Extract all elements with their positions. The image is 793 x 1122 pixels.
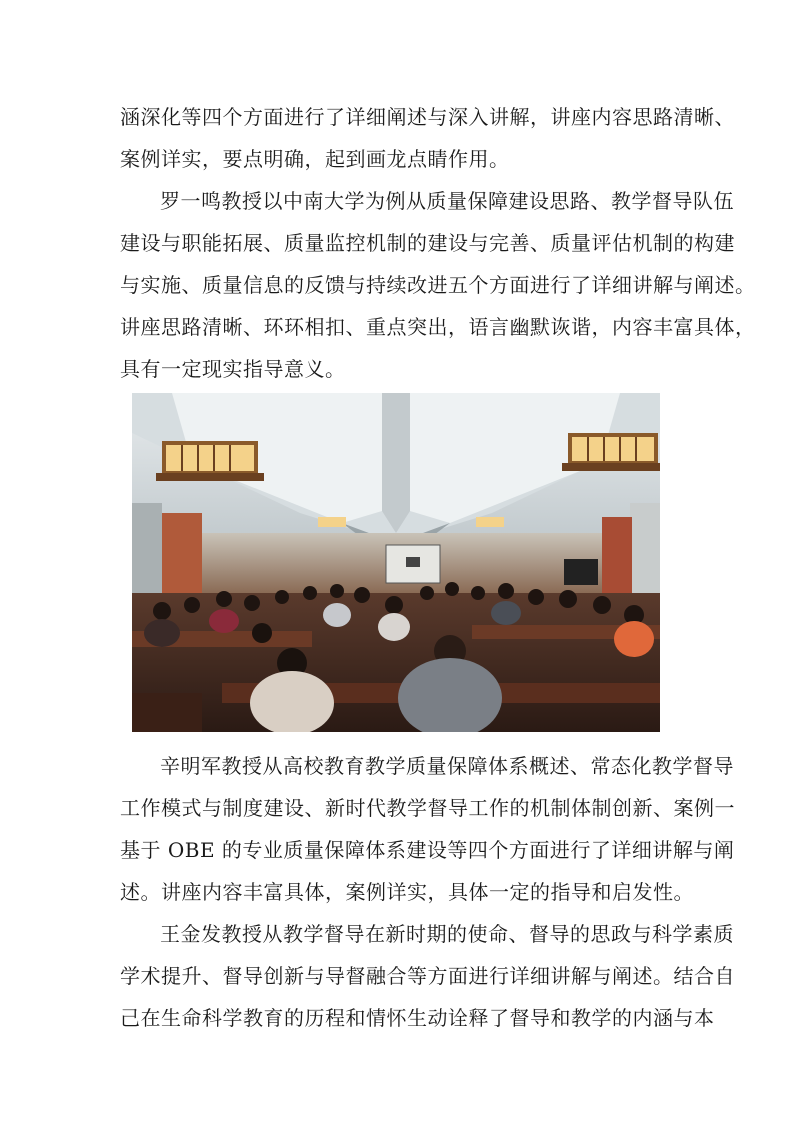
paragraph4-line-3: 己在生命科学教育的历程和情怀生动诠释了督导和教学的内涵与本 bbox=[120, 1006, 715, 1030]
paragraph4-line-1: 王金发教授从教学督导在新时期的使命、督导的思政与科学素质 bbox=[160, 922, 734, 946]
paragraph2-line-3: 与实施、质量信息的反馈与持续改进五个方面进行了详细讲解与阐述。 bbox=[120, 273, 756, 297]
paragraph1-line-2: 案例详实，要点明确，起到画龙点睛作用。 bbox=[120, 147, 510, 171]
paragraph3-line-2: 工作模式与制度建设、新时代教学督导工作的机制体制创新、案例一 bbox=[120, 796, 735, 820]
paragraph2-line-5: 具有一定现实指导意义。 bbox=[120, 357, 346, 381]
paragraph2-line-2: 建设与职能拓展、质量监控机制的建设与完善、质量评估机制的构建 bbox=[120, 231, 735, 255]
lecture-hall-photo bbox=[132, 393, 660, 732]
paragraph2-line-1: 罗一鸣教授以中南大学为例从质量保障建设思路、教学督导队伍 bbox=[160, 189, 734, 213]
paragraph1-line-1: 涵深化等四个方面进行了详细阐述与深入讲解，讲座内容思路清晰、 bbox=[120, 105, 735, 129]
paragraph3-line-3: 基于 OBE 的专业质量保障体系建设等四个方面进行了详细讲解与阐 bbox=[120, 838, 735, 862]
paragraph3-line-4: 述。讲座内容丰富具体，案例详实，具体一定的指导和启发性。 bbox=[120, 880, 694, 904]
paragraph2-line-4: 讲座思路清晰、环环相扣、重点突出，语言幽默诙谐，内容丰富具体， bbox=[120, 315, 756, 339]
paragraph4-line-2: 学术提升、督导创新与导督融合等方面进行详细讲解与阐述。结合自 bbox=[120, 964, 735, 988]
paragraph3-line-1: 辛明军教授从高校教育教学质量保障体系概述、常态化教学督导 bbox=[160, 754, 734, 778]
